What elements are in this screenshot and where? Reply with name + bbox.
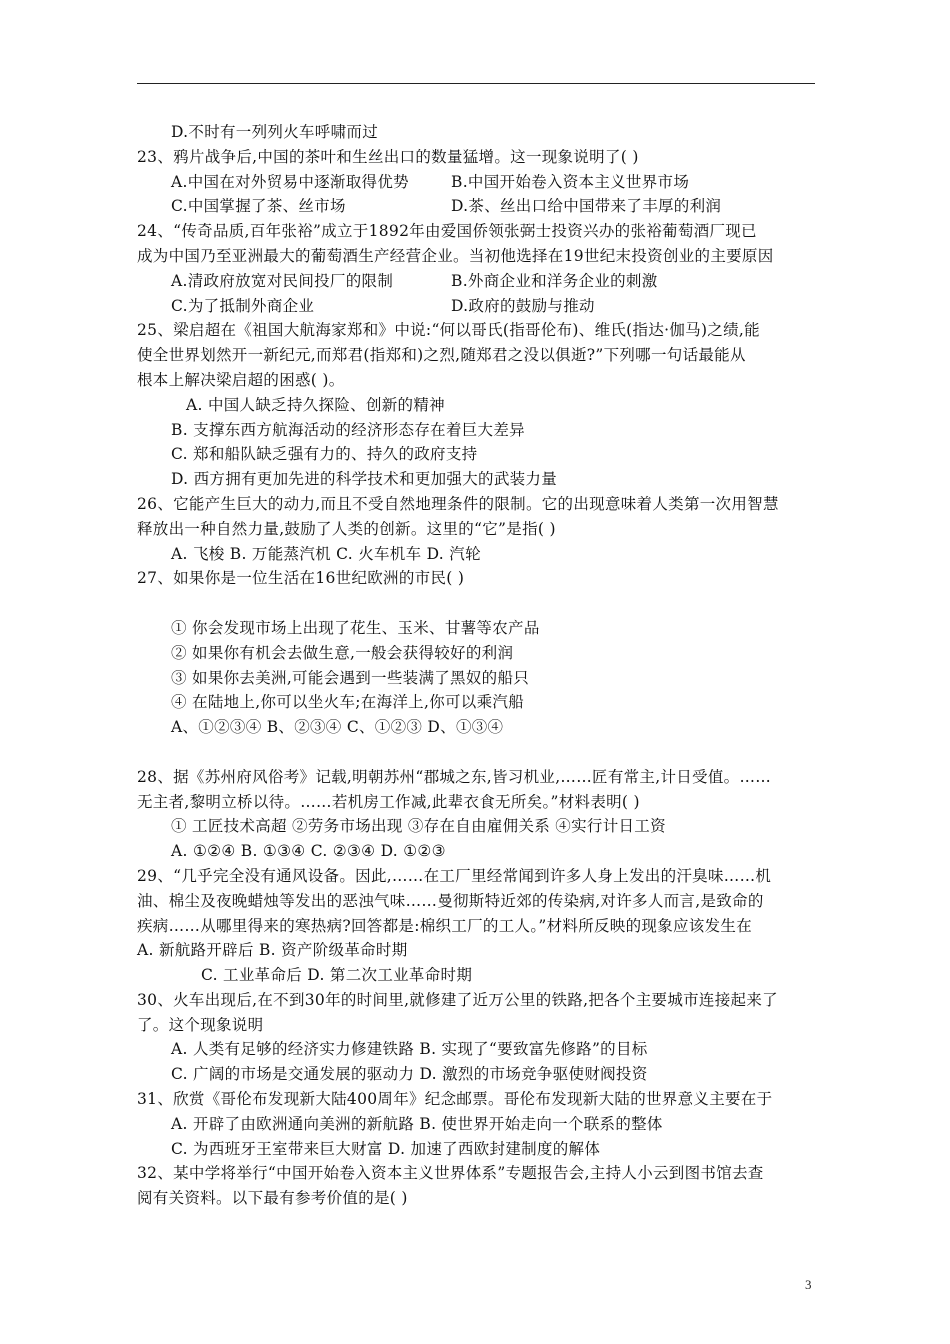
q23-option-a: A.中国在对外贸易中逐渐取得优势 bbox=[171, 172, 409, 191]
question-32-line1: 32、某中学将举行“中国开始卷入资本主义世界体系”专题报告会,主持人小云到图书馆去查 bbox=[137, 1164, 764, 1183]
q27-statement-1: ① 你会发现市场上出现了花生、玉米、甘薯等农产品 bbox=[171, 618, 540, 637]
q24-option-a: A.清政府放宽对民间投厂的限制 bbox=[171, 271, 394, 290]
question-24-line1: 24、“传奇品质,百年张裕”成立于1892年由爱国侨领张弼士投资兴办的张裕葡萄酒厂现已 bbox=[137, 222, 757, 241]
question-25-line3: 根本上解决梁启超的困惑( )。 bbox=[137, 370, 345, 389]
question-29-line2: 油、棉尘及夜晚蜡烛等发出的恶浊气味……曼彻斯特近郊的传染病,对许多人而言,是致命的 bbox=[137, 891, 764, 910]
q26-options: A. 飞梭 B. 万能蒸汽机 C. 火车机车 D. 汽轮 bbox=[171, 544, 481, 563]
question-24-line2: 成为中国乃至亚洲最大的葡萄酒生产经营企业。当初他选择在19世纪末投资创业的主要原因 bbox=[137, 246, 774, 265]
question-29-line3: 疾病……从哪里得来的寒热病?回答都是:棉织工厂的工人。”材料所反映的现象应该发生在 bbox=[137, 916, 753, 935]
q29-options-cd: C. 工业革命后 D. 第二次工业革命时期 bbox=[201, 966, 473, 985]
q31-options-cd: C. 为西班牙王室带来巨大财富 D. 加速了西欧封建制度的解体 bbox=[171, 1139, 601, 1158]
q24-option-b: B.外商企业和洋务企业的刺激 bbox=[451, 271, 658, 290]
document-body bbox=[137, 120, 817, 1211]
question-26-line1: 26、它能产生巨大的动力,而且不受自然地理条件的限制。它的出现意味着人类第一次用智慧 bbox=[137, 494, 779, 513]
q23-option-b: B.中国开始卷入资本主义世界市场 bbox=[451, 172, 690, 191]
q24-options-ab bbox=[137, 269, 817, 294]
spacer bbox=[137, 591, 817, 616]
question-27: 27、如果你是一位生活在16世纪欧洲的市民( ) bbox=[137, 569, 465, 588]
question-26-line2: 释放出一种自然力量,鼓励了人类的创新。这里的“它”是指( ) bbox=[137, 519, 556, 538]
question-31: 31、欣赏《哥伦布发现新大陆400周年》纪念邮票。哥伦布发现新大陆的世界意义主要在于 bbox=[137, 1090, 773, 1109]
q23-options-ab bbox=[137, 170, 817, 195]
q30-options-cd: C. 广阔的市场是交通发展的驱动力 D. 激烈的市场竞争驱使财阀投资 bbox=[171, 1065, 648, 1084]
q24-option-c: C.为了抵制外商企业 bbox=[171, 296, 315, 315]
question-25-line1: 25、梁启超在《祖国大航海家郑和》中说:“何以哥氏(指哥伦布)、维氏(指达·伽马)之绩,能 bbox=[137, 321, 760, 340]
q27-statement-3: ③ 如果你去美洲,可能会遇到一些装满了黑奴的船只 bbox=[171, 668, 530, 687]
q28-options: A. ①②④ B. ①③④ C. ②③④ D. ①②③ bbox=[171, 842, 446, 861]
q27-options: A、①②③④ B、②③④ C、①②③ D、①③④ bbox=[171, 718, 504, 737]
q31-options-ab: A. 开辟了由欧洲通向美洲的新航路 B. 使世界开始走向一个联系的整体 bbox=[171, 1114, 663, 1133]
q25-option-b: B. 支撑东西方航海活动的经济形态存在着巨大差异 bbox=[171, 420, 525, 439]
spacer bbox=[137, 740, 817, 765]
q29-options-ab: A. 新航路开辟后 B. 资产阶级革命时期 bbox=[137, 941, 408, 960]
q25-option-c: C. 郑和船队缺乏强有力的、持久的政府支持 bbox=[171, 445, 478, 464]
q24-options-cd bbox=[137, 294, 817, 319]
page-number: 3 bbox=[805, 1277, 812, 1292]
q25-option-a: A. 中国人缺乏持久探险、创新的精神 bbox=[186, 395, 445, 414]
question-28-line2: 无主者,黎明立桥以待。……若机房工作减,此辈衣食无所矣。”材料表明( ) bbox=[137, 792, 640, 811]
q23-options-cd bbox=[137, 194, 817, 219]
q27-statement-4: ④ 在陆地上,你可以坐火车;在海洋上,你可以乘汽船 bbox=[171, 693, 525, 712]
q23-option-d: D.茶、丝出口给中国带来了丰厚的利润 bbox=[451, 197, 722, 216]
question-29-line1: 29、“几乎完全没有通风设备。因此,……在工厂里经常闻到许多人身上发出的汗臭味……机 bbox=[137, 866, 772, 885]
q30-options-ab: A. 人类有足够的经济实力修建铁路 B. 实现了“要致富先修路”的目标 bbox=[171, 1040, 648, 1059]
q24-option-d: D.政府的鼓励与推动 bbox=[451, 296, 595, 315]
q22-option-d: D.不时有一列列火车呼啸而过 bbox=[171, 123, 379, 141]
question-25-line2: 使全世界划然开一新纪元,而郑君(指郑和)之烈,随郑君之没以俱逝?”下列哪一句话最能从 bbox=[137, 346, 746, 365]
question-30-line2: 了。这个现象说明 bbox=[137, 1015, 264, 1034]
question-30-line1: 30、火车出现后,在不到30年的时间里,就修建了近万公里的铁路,把各个主要城市连接起来了 bbox=[137, 990, 778, 1009]
q27-statement-2: ② 如果你有机会去做生意,一般会获得较好的利润 bbox=[171, 643, 514, 662]
header-rule bbox=[137, 83, 815, 84]
q23-option-c: C.中国掌握了茶、丝市场 bbox=[171, 197, 346, 216]
q25-option-d: D. 西方拥有更加先进的科学技术和更加强大的武装力量 bbox=[171, 470, 558, 489]
question-23: 23、鸦片战争后,中国的茶叶和生丝出口的数量猛增。这一现象说明了( ) bbox=[137, 147, 639, 166]
question-32-line2: 阅有关资料。以下最有参考价值的是( ) bbox=[137, 1189, 408, 1208]
q28-statements: ① 工匠技术高超 ②劳务市场出现 ③存在自由雇佣关系 ④实行计日工资 bbox=[171, 817, 666, 836]
question-28-line1: 28、据《苏州府风俗考》记载,明朝苏州“郡城之东,皆习机业,……匠有常主,计日受值。…… bbox=[137, 767, 772, 786]
